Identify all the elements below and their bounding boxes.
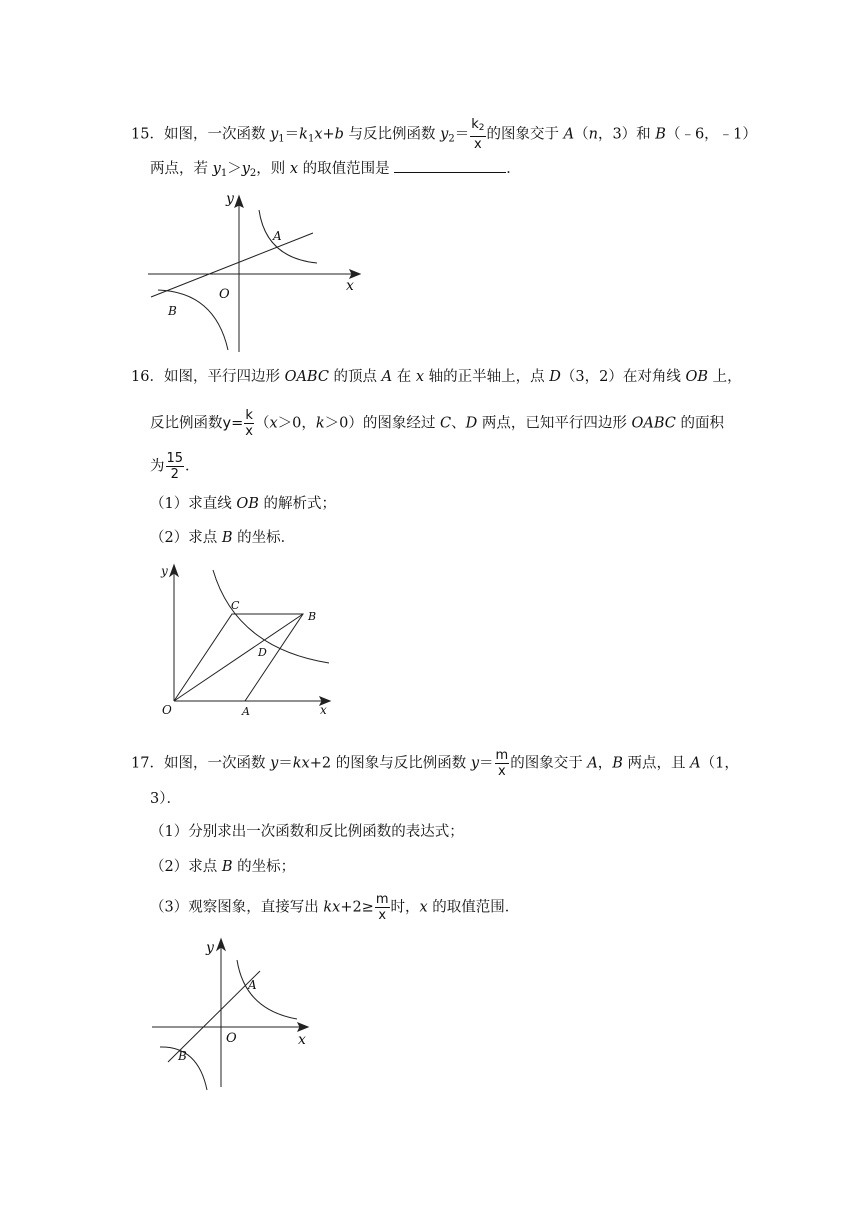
q17-sub3: （3）观察图象，直接写出 kx+2≥ $\frac{m}{x}$ 时，x 的取值范围． xyxy=(150,892,520,923)
q16-fraction: $\frac{k}{x}$ xyxy=(245,408,253,439)
q17-label-x: x xyxy=(298,1032,306,1048)
q16-number: 16． xyxy=(131,369,164,385)
q17-sub2: （2）求点 B 的坐标； xyxy=(150,859,296,875)
q17-label-A: A xyxy=(248,978,257,992)
q15-label-B: B xyxy=(168,304,177,318)
q17-x-arrow xyxy=(298,1023,308,1031)
q16-label-B: B xyxy=(308,610,317,623)
q15-line2: 两点，若 $y_1>y_2$，则 x 的取值范围是 ． xyxy=(150,158,521,184)
q17-label-O: O xyxy=(226,1031,237,1046)
q17-line2: 3）． xyxy=(150,791,181,807)
q17-hyperbola-upper xyxy=(237,960,297,1019)
q16-line2: 反比例函数y= $\frac{k}{x}$ （x＞0，k＞0）的图象经过 C、D 两点，已知平行四边形 OABC 的面积 xyxy=(150,408,724,439)
q17-inequality-fraction: $\frac{m}{x}$ xyxy=(375,892,389,923)
q16-label-C: C xyxy=(231,599,240,612)
q16-label-y: y xyxy=(161,564,168,578)
q16-sub1: （1）求直线 OB 的解析式； xyxy=(150,496,336,512)
q16-label-O: O xyxy=(162,703,172,717)
q17-number: 17． xyxy=(131,755,164,772)
q16-area-fraction: $\frac{15}{2}$ xyxy=(166,451,184,482)
q16-sub2: （2）求点 B 的坐标． xyxy=(150,530,296,546)
q16-label-A: A xyxy=(242,705,250,718)
q17-fraction: $\frac{m}{x}$ xyxy=(495,748,509,779)
q15-label-y: y xyxy=(226,191,234,207)
q15-label-x: x xyxy=(346,278,354,294)
q15-label-O: O xyxy=(219,287,230,302)
q17-label-y: y xyxy=(206,940,214,956)
q15-label-A: A xyxy=(273,229,282,243)
q16-line3: 为 $\frac{15}{2}$ ． xyxy=(150,451,200,482)
q17-line1: 17．如图，一次函数 y＝kx+2 的图象与反比例函数 y＝ $\frac{m}{x}$ 的图象交于 A，B 两点，且 A（1， xyxy=(131,748,739,779)
q15-line1: 15．如图，一次函数 $y_1=k_1x+b$ 与反比例函数 $y_2=$ $\frac{k_2}{x}$ 的图象交于 A（n，3）和 B（﹣6，﹣1） xyxy=(131,117,757,152)
q17-sub1: （1）分别求出一次函数和反比例函数的表达式； xyxy=(150,824,464,840)
q16-line1: 16．如图，平行四边形 OABC 的顶点 A 在 x 轴的正半轴上，点 D（3，2）在对角线 OB 上， xyxy=(131,369,742,385)
q15-number: 15． xyxy=(131,126,164,143)
q17-label-B: B xyxy=(178,1049,187,1063)
q15-fraction: $\frac{k_2}{x}$ xyxy=(471,117,485,152)
q16-label-x: x xyxy=(320,703,327,717)
q16-label-D: D xyxy=(258,646,267,659)
